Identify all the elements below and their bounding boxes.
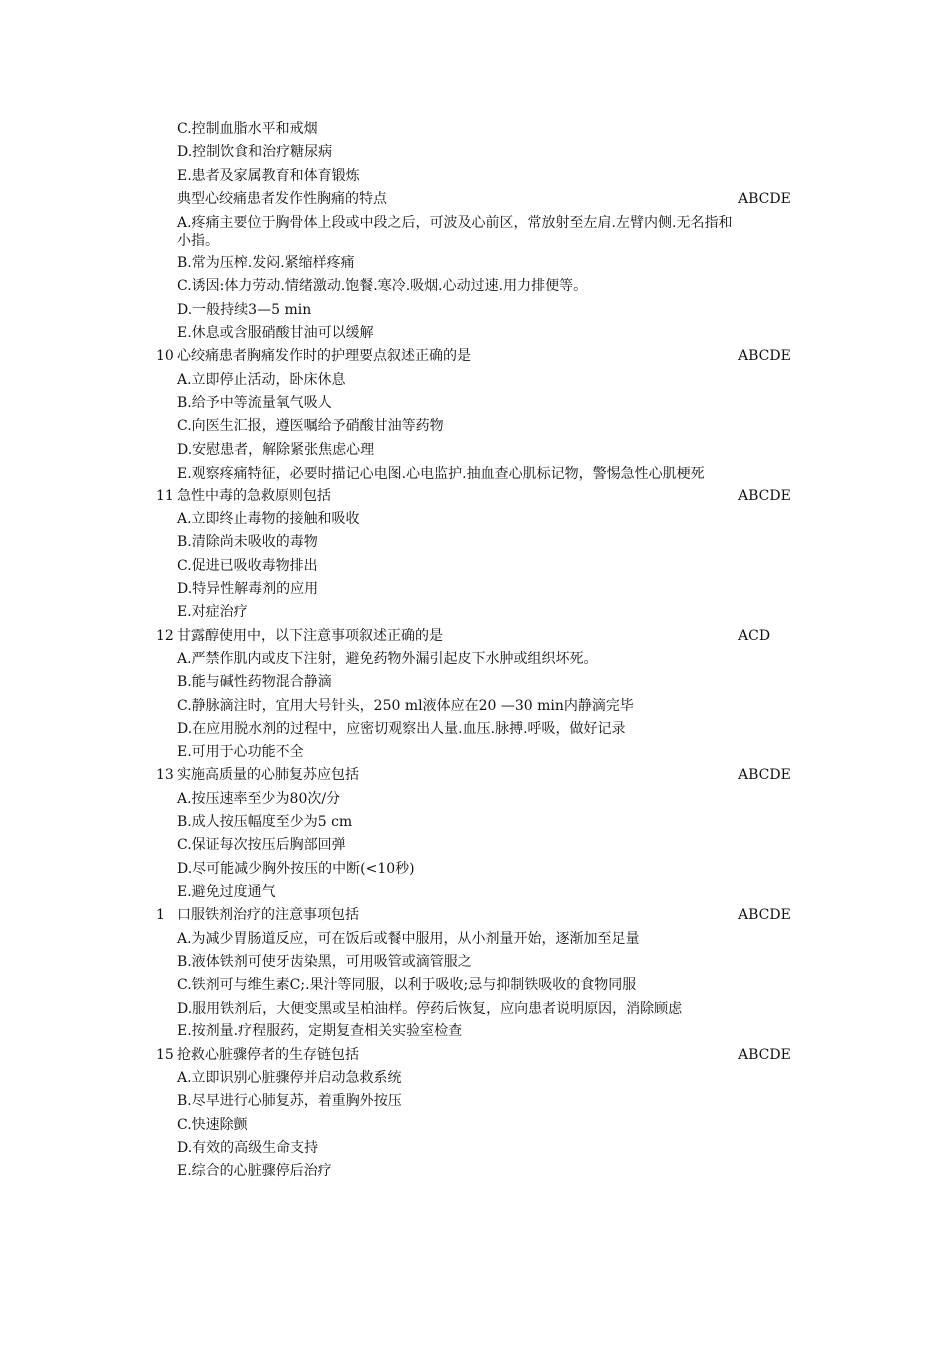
option-line xyxy=(0,252,950,275)
option-text: A.严禁作肌内或皮下注射，避免药物外漏引起皮下水肿或组织坏死。 xyxy=(177,650,598,667)
option-text: D.有效的高级生命支持 xyxy=(177,1139,319,1156)
option-text: E.可用于心功能不全 xyxy=(177,744,304,761)
question-number: 10 xyxy=(156,348,174,365)
question-number: 11 xyxy=(156,487,174,504)
option-line xyxy=(0,788,950,811)
option-line xyxy=(0,974,950,997)
option-text: C.诱因:体力劳动.情绪激动.饱餐.寒冷.吸烟.心动过速.用力排便等。 xyxy=(177,278,588,295)
option-line xyxy=(0,601,950,624)
option-line xyxy=(0,741,950,764)
option-text: B.清除尚未吸收的毒物 xyxy=(177,534,318,551)
option-line xyxy=(0,118,950,141)
option-line xyxy=(0,322,950,345)
question-answer: ABCDE xyxy=(738,907,791,924)
question-number: 12 xyxy=(156,627,174,644)
option-line xyxy=(0,578,950,601)
option-line xyxy=(0,648,950,671)
option-line xyxy=(0,508,950,531)
option-text: D.一般持续3—5 min xyxy=(177,301,312,318)
option-line xyxy=(0,997,950,1020)
option-line xyxy=(0,369,950,392)
option-text: B.常为压榨.发闷.紧缩样疼痛 xyxy=(177,255,355,272)
question-stem: 口服铁剂治疗的注意事项包括 xyxy=(177,907,359,924)
option-line xyxy=(0,671,950,694)
option-text: E.按剂量.疗程服药，定期复查相关实验室检查 xyxy=(177,1023,463,1040)
option-text: C.铁剂可与维生素C;.果汁等同服，以利于吸收;忌与抑制铁吸收的食物同服 xyxy=(177,977,637,994)
option-line xyxy=(0,1160,950,1183)
option-text: D.服用铁剂后，大便变黑或呈柏油样。停药后恢复，应向患者说明原因，消除顾虑 xyxy=(177,1001,683,1018)
question-stem: 心绞痛患者胸痛发作时的护理要点叙述正确的是 xyxy=(177,348,471,365)
option-text: C.快速除颤 xyxy=(177,1116,248,1133)
question-stem-line xyxy=(0,485,950,508)
option-line xyxy=(0,165,950,188)
option-line xyxy=(0,1090,950,1113)
option-text: B.液体铁剂可使牙齿染黑，可用吸管或滴管服之 xyxy=(177,953,472,970)
option-line xyxy=(0,1067,950,1090)
option-text: D.尽可能减少胸外按压的中断(<10秒) xyxy=(177,860,415,877)
option-text: E.休息或含服硝酸甘油可以缓解 xyxy=(177,325,374,342)
option-line xyxy=(0,695,950,718)
option-text: E.患者及家属教育和体育锻炼 xyxy=(177,167,360,184)
question-number: 15 xyxy=(156,1046,174,1063)
option-text: D.在应用脱水剂的过程中，应密切观察出人量.血压.脉搏.呼吸，做好记录 xyxy=(177,720,626,737)
option-text: B.成人按压幅度至少为5 cm xyxy=(177,814,353,831)
option-line xyxy=(0,211,950,252)
option-line xyxy=(0,462,950,485)
question-stem: 甘露醇使用中，以下注意事项叙述正确的是 xyxy=(177,627,443,644)
option-text: D.特异性解毒剂的应用 xyxy=(177,581,319,598)
question-answer: ABCDE xyxy=(738,767,791,784)
document-page xyxy=(0,118,950,1183)
question-answer: ABCDE xyxy=(738,487,791,504)
option-text: A.立即停止活动，卧床休息 xyxy=(177,371,346,388)
option-line xyxy=(0,881,950,904)
option-text: E.综合的心脏骤停后治疗 xyxy=(177,1163,332,1180)
question-stem-line xyxy=(0,625,950,648)
option-line xyxy=(0,299,950,322)
option-text: B.能与碱性药物混合静滴 xyxy=(177,674,332,691)
question-stem: 急性中毒的急救原则包括 xyxy=(177,487,331,504)
option-text: B.尽早进行心肺复苏，着重胸外按压 xyxy=(177,1093,402,1110)
question-stem: 典型心绞痛患者发作性胸痛的特点 xyxy=(177,190,387,207)
option-text: B.给予中等流量氧气吸人 xyxy=(177,394,332,411)
question-stem-line xyxy=(0,904,950,927)
option-line xyxy=(0,415,950,438)
option-line xyxy=(0,555,950,578)
option-line xyxy=(0,834,950,857)
option-line xyxy=(0,392,950,415)
question-stem: 实施高质量的心肺复苏应包括 xyxy=(177,767,359,784)
question-stem-line xyxy=(0,1044,950,1067)
option-text: A.疼痛主要位于胸骨体上段或中段之后，可波及心前区，常放射至左肩.左臂内侧.无名指和小指。 xyxy=(177,215,733,250)
question-stem-line xyxy=(0,345,950,368)
option-text: A.为减少胃肠道反应，可在饭后或餐中服用，从小剂量开始，逐渐加至足量 xyxy=(177,930,640,947)
option-line xyxy=(0,811,950,834)
option-line xyxy=(0,275,950,298)
option-text: C.静脉滴注时，宜用大号针头，250 ml液体应在20 —30 min内静滴完毕 xyxy=(177,697,634,714)
option-text: A.立即终止毒物的接触和吸收 xyxy=(177,511,360,528)
option-text: C.促进已吸收毒物排出 xyxy=(177,557,318,574)
option-line xyxy=(0,1137,950,1160)
option-text: D.控制饮食和治疗糖尿病 xyxy=(177,144,333,161)
option-line xyxy=(0,141,950,164)
question-stem: 抢救心脏骤停者的生存链包括 xyxy=(177,1046,359,1063)
option-line xyxy=(0,951,950,974)
option-text: C.控制血脂水平和戒烟 xyxy=(177,121,318,137)
option-line xyxy=(0,718,950,741)
question-stem-line xyxy=(0,764,950,787)
option-line xyxy=(0,439,950,462)
option-text: A.立即识别心脏骤停并启动急救系统 xyxy=(177,1069,402,1086)
question-answer: ABCDE xyxy=(738,1046,791,1063)
question-answer: ABCDE xyxy=(738,190,791,207)
option-text: E.观察疼痛特征，必要时描记心电图.心电监护.抽血查心肌标记物，警惕急性心肌梗死 xyxy=(177,465,705,482)
question-answer: ABCDE xyxy=(738,348,791,365)
option-text: C.向医生汇报，遵医嘱给予硝酸甘油等药物 xyxy=(177,418,444,435)
option-text: D.安慰患者，解除紧张焦虑心理 xyxy=(177,441,375,458)
option-line xyxy=(0,928,950,951)
option-text: E.避免过度通气 xyxy=(177,883,276,900)
option-text: A.按压速率至少为80次/分 xyxy=(177,790,341,807)
option-text: C.保证每次按压后胸部回弹 xyxy=(177,837,346,854)
question-answer: ACD xyxy=(738,627,771,644)
option-line xyxy=(0,858,950,881)
option-line xyxy=(0,1114,950,1137)
question-number: 1 xyxy=(156,907,165,924)
option-text: E.对症治疗 xyxy=(177,604,248,621)
option-line xyxy=(0,1020,950,1043)
question-number: 13 xyxy=(156,767,174,784)
option-line xyxy=(0,531,950,554)
question-stem-line xyxy=(0,188,950,211)
